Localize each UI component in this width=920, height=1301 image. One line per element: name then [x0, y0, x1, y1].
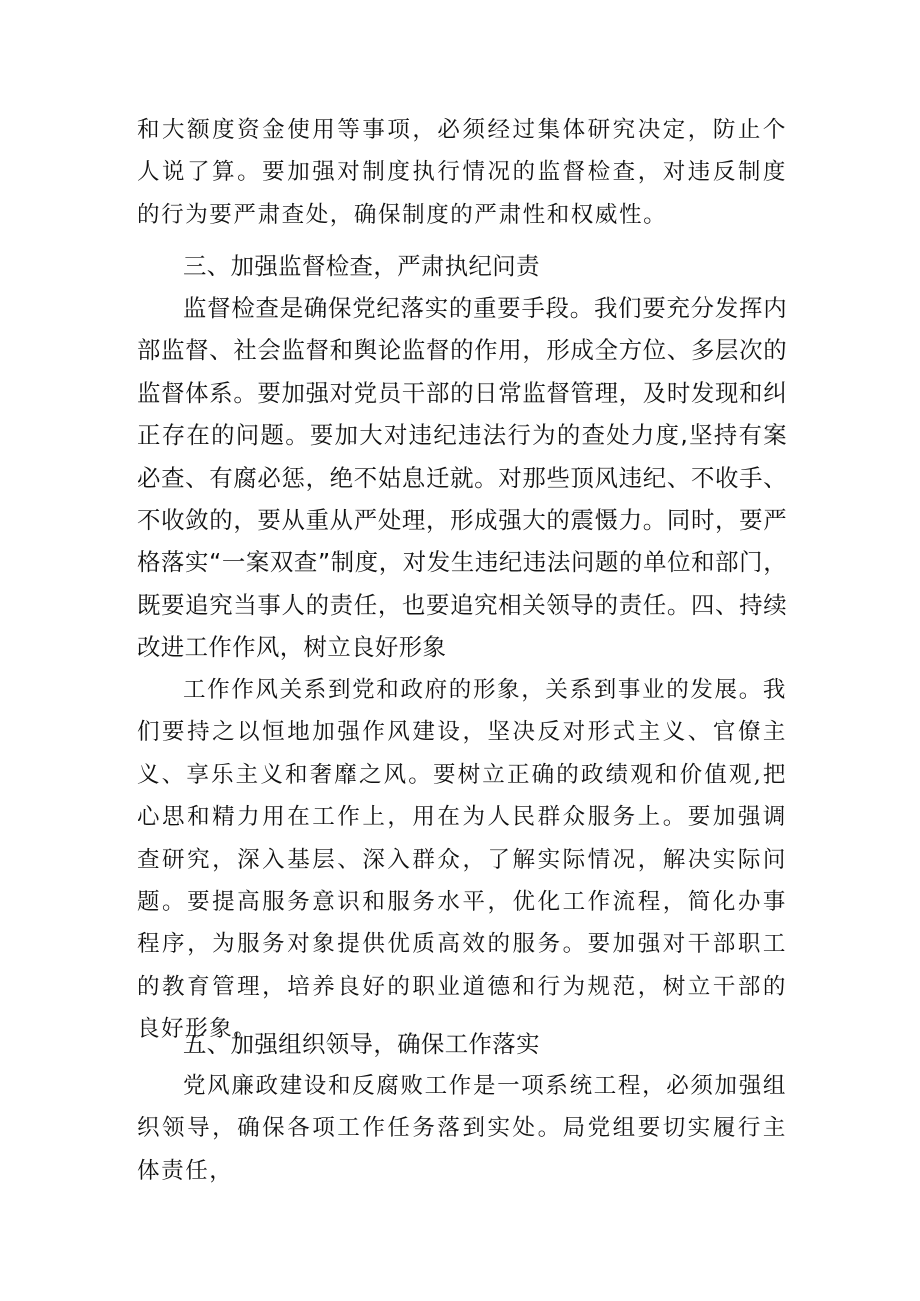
paragraph-supervision: 监督检查是确保党纪落实的重要手段。我们要充分发挥内部监督、社会监督和舆论监督的作用，形成全方位、多层次的监督体系。要加强对党员干部的日常监督管理，及时发现和纠正存在的问题。要加大对违纪违法行为的查处力度,坚持有案必查、有腐必惩，绝不姑息迁就。对那些顶风违纪、不收手、不收敛的，要从重从严处理，形成强大的震慑力。同时，要严格落实“一案双查”制度，对发生违纪违法问题的单位和部门，既要追究当事人的责任，也要追究相关领导的责任。四、持续改进工作作风，树立良好形象	[137, 294, 787, 662]
paragraph-work-style: 工作作风关系到党和政府的形象，关系到事业的发展。我们要持之以恒地加强作风建设，坚决反对形式主义、官僚主义、享乐主义和奢靡之风。要树立正确的政绩观和价值观,把心思和精力用在工作上，用在为人民群众服务上。要加强调查研究，深入基层、深入群众，了解实际情况，解决实际问题。要提高服务意识和服务水平，优化工作流程，简化办事程序，为服务对象提供优质高效的服务。要加强对干部职工的教育管理，培养良好的职业道德和行为规范，树立干部的良好形象。	[137, 677, 787, 1043]
paragraph-organization: 党风廉政建设和反腐败工作是一项系统工程，必须加强组织领导，确保各项工作任务落到实处。局党组要切实履行主体责任，	[137, 1073, 787, 1184]
section-heading-3: 三、加强监督检查，严肃执纪问责	[183, 252, 540, 280]
paragraph-continued: 和大额度资金使用等事项，必须经过集体研究决定，防止个人说了算。要加强对制度执行情况的监督检查，对违反制度的行为要严肃查处，确保制度的严肃性和权威性。	[137, 117, 787, 228]
section-heading-5: 五、加强组织领导，确保工作落实	[183, 1030, 540, 1058]
